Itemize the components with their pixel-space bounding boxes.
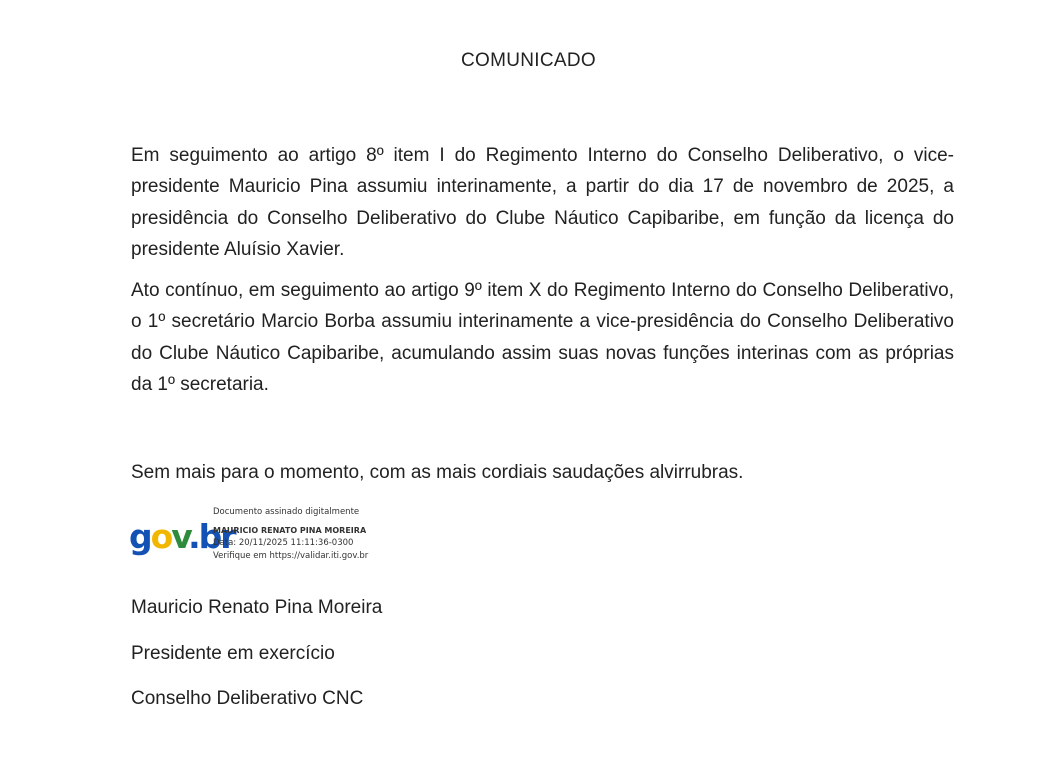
paragraph-1: Em seguimento ao artigo 8º item I do Regimento Interno do Conselho Deliberativo, o vice-presidente Mauricio Pina assumiu interinamente, a partir do dia 17 de novembro de 2025, a presidência do Conselho Deliberativo do Clube Náutico Capibaribe, em função da licença do presidente Aluísio Xavier. [131,145,954,260]
signature-details [213,506,368,562]
document-title: COMUNICADO [461,50,596,71]
digital-signature-stamp [129,506,429,568]
govbr-logo: gov.br [129,517,235,556]
signature-caption: Documento assinado digitalmente [213,507,360,517]
signer-role: Presidente em exercício [131,643,335,664]
paragraph-closing-greeting: Sem mais para o momento, com as mais cordiais saudações alvirrubras. [131,462,744,483]
signature-date: Data: 20/11/2025 11:11:36-0300 [213,538,354,548]
signer-name: MAURICIO RENATO PINA MOREIRA [213,525,367,535]
paragraph-2: Ato contínuo, em seguimento ao artigo 9º item X do Regimento Interno do Conselho Deliberativo, o 1º secretário Marcio Borba assumiu interinamente a vice-presidência do Conselho Deliberativo do Clube Náutico Capibaribe, acumulando assim suas novas funções interinas com as próprias da 1º secretaria. [131,280,954,395]
signer-full-name: Mauricio Renato Pina Moreira [131,597,383,618]
signature-verify-link: Verifique em https://validar.iti.gov.br [213,550,369,561]
signer-organization: Conselho Deliberativo CNC [131,688,364,709]
